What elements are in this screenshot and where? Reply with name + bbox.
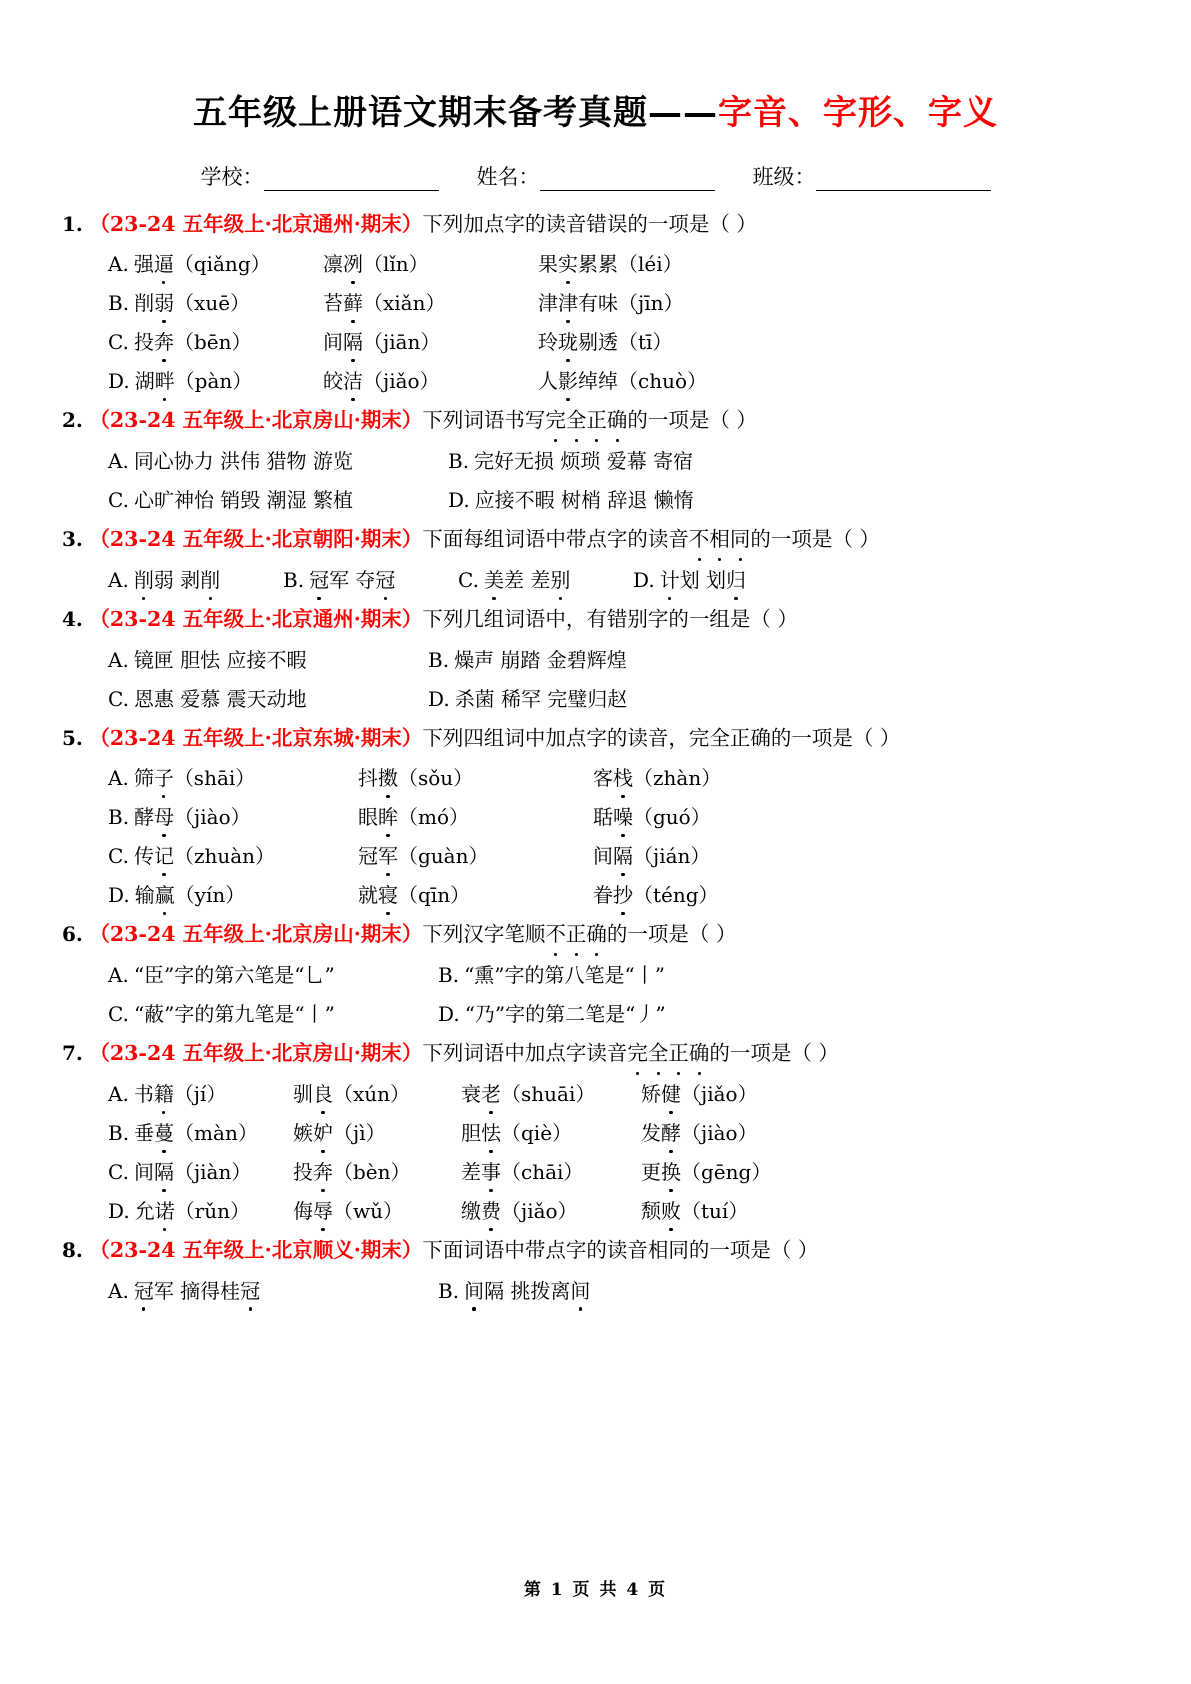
option-text: 嫉妒（jì） bbox=[293, 1118, 386, 1148]
question-2-options bbox=[62, 446, 1129, 515]
option-c[interactable] bbox=[108, 1157, 293, 1187]
option-label: D. bbox=[108, 1198, 130, 1223]
option-a[interactable] bbox=[108, 1079, 293, 1109]
question-4 bbox=[62, 604, 1129, 714]
option-b-item2 bbox=[293, 1118, 461, 1148]
option-text: 聒噪（guó） bbox=[593, 802, 711, 832]
option-c[interactable] bbox=[108, 999, 438, 1029]
option-text: 筛子（shāi） bbox=[134, 763, 255, 793]
option-a-item3 bbox=[593, 763, 843, 793]
option-label: A. bbox=[108, 963, 129, 988]
option-text: 就寝（qīn） bbox=[358, 880, 470, 910]
option-text: 客栈（zhàn） bbox=[593, 763, 721, 793]
option-row bbox=[108, 485, 1129, 515]
question-3-source: （23-24 五年级上·北京朝阳·期末） bbox=[89, 527, 423, 552]
option-c[interactable] bbox=[108, 327, 323, 357]
question-7-stem-post: 的一项是（ ） bbox=[709, 1041, 839, 1066]
option-row bbox=[108, 880, 1129, 910]
question-3-number: 3. bbox=[62, 527, 83, 552]
option-text: 果实累累（léi） bbox=[538, 249, 683, 279]
option-text: 间隔（jiān） bbox=[323, 327, 440, 357]
question-5 bbox=[62, 723, 1129, 911]
page-title-main: 五年级上册语文期末备考真题—— bbox=[193, 93, 718, 133]
option-text: 侮辱（wǔ） bbox=[293, 1196, 403, 1226]
option-text: “熏”字的第八笔是“丨” bbox=[464, 963, 665, 988]
option-label: B. bbox=[438, 963, 460, 988]
question-1 bbox=[62, 209, 1129, 397]
option-text: 计划 划归 bbox=[660, 565, 746, 595]
question-7-options bbox=[62, 1079, 1129, 1226]
option-c-item2 bbox=[293, 1157, 461, 1187]
option-label: A. bbox=[108, 252, 129, 277]
class-input-blank[interactable] bbox=[816, 170, 991, 191]
question-4-stem bbox=[62, 604, 1129, 636]
school-input-blank[interactable] bbox=[264, 170, 439, 191]
option-text: 酵母（jiào） bbox=[134, 802, 251, 832]
option-label: C. bbox=[108, 844, 129, 869]
option-text: 传记（zhuàn） bbox=[134, 841, 275, 871]
question-8-source: （23-24 五年级上·北京顺义·期末） bbox=[89, 1237, 423, 1262]
name-field bbox=[477, 161, 715, 191]
option-row bbox=[108, 366, 1129, 396]
option-d-item2 bbox=[358, 880, 593, 910]
option-row bbox=[108, 1157, 1129, 1187]
option-text: 人影绰绰（chuò） bbox=[538, 366, 707, 396]
option-text: 投奔（bèn） bbox=[293, 1157, 411, 1187]
option-text: 恩惠 爱慕 震天动地 bbox=[133, 686, 307, 711]
question-2-stem-pre: 下列词语书写 bbox=[422, 408, 546, 433]
question-1-stem-post: 加点字的读音错误的一项是（ ） bbox=[463, 211, 757, 236]
option-row bbox=[108, 960, 1129, 990]
option-b[interactable] bbox=[428, 645, 748, 675]
option-text: 强逼（qiǎng） bbox=[134, 249, 271, 279]
question-2 bbox=[62, 405, 1129, 515]
option-text: 更换（gēng） bbox=[641, 1157, 771, 1187]
option-text: 眼眸（mó） bbox=[358, 802, 469, 832]
option-a-item3 bbox=[538, 249, 798, 279]
option-text: 驯良（xún） bbox=[293, 1079, 410, 1109]
option-label: A. bbox=[108, 1278, 129, 1303]
option-a[interactable] bbox=[108, 645, 428, 675]
name-label: 姓名： bbox=[476, 164, 540, 189]
question-4-options bbox=[62, 645, 1129, 714]
question-1-stem bbox=[62, 209, 1129, 241]
question-7-stem-emphasis: 完全正确 bbox=[627, 1041, 709, 1065]
option-text: 镜匣 胆怯 应接不暇 bbox=[133, 647, 307, 672]
option-d[interactable] bbox=[438, 999, 768, 1029]
option-text: 削弱 剥削 bbox=[134, 565, 220, 595]
question-3-stem-pre: 下面每组词语中带点字的读音 bbox=[422, 527, 689, 552]
option-label: C. bbox=[108, 1159, 129, 1184]
option-text: 矫健（jiǎo） bbox=[641, 1079, 758, 1109]
question-1-options bbox=[62, 249, 1129, 396]
question-7-stem-pre: 下列词语中加点字读音 bbox=[422, 1041, 628, 1066]
question-5-number: 5. bbox=[62, 725, 83, 750]
option-text: 输赢（yín） bbox=[135, 880, 246, 910]
option-row bbox=[108, 684, 1129, 714]
option-label: C. bbox=[108, 1002, 129, 1027]
option-text: 冠军（guàn） bbox=[358, 841, 489, 871]
option-a[interactable] bbox=[108, 763, 358, 793]
option-text: 间隔 挑拨离间 bbox=[464, 1276, 590, 1306]
option-a-item4 bbox=[641, 1079, 831, 1109]
option-label: C. bbox=[108, 488, 129, 513]
option-d[interactable] bbox=[448, 485, 788, 515]
option-text: 书籍（jí） bbox=[134, 1079, 227, 1109]
option-b-item2 bbox=[323, 288, 538, 318]
option-label: D. bbox=[108, 883, 130, 908]
option-d-item3 bbox=[538, 366, 798, 396]
question-2-source: （23-24 五年级上·北京房山·期末） bbox=[89, 408, 423, 433]
option-c-item3 bbox=[538, 327, 798, 357]
question-3-stem bbox=[62, 524, 1129, 556]
option-text: 苔藓（xiǎn） bbox=[323, 288, 445, 318]
option-text: 抖擞（sǒu） bbox=[358, 763, 473, 793]
option-d[interactable] bbox=[428, 684, 748, 714]
question-6 bbox=[62, 919, 1129, 1029]
question-7-number: 7. bbox=[62, 1041, 83, 1066]
option-c[interactable] bbox=[108, 684, 428, 714]
option-d-item3 bbox=[461, 1196, 641, 1226]
option-text: 允诺（rǔn） bbox=[135, 1196, 250, 1226]
class-label: 班级： bbox=[752, 164, 816, 189]
option-text: 颓败（tuí） bbox=[641, 1196, 748, 1226]
option-row bbox=[108, 446, 1129, 476]
question-6-stem-pre: 下列汉字笔顺 bbox=[422, 922, 546, 947]
option-text: 皎洁（jiǎo） bbox=[323, 366, 440, 396]
page-footer: 第 1 页 共 4 页 bbox=[523, 1580, 668, 1600]
option-c[interactable] bbox=[458, 565, 633, 595]
option-d[interactable] bbox=[108, 1196, 293, 1226]
option-text: 心旷神怡 销毁 潮湿 繁植 bbox=[133, 488, 354, 513]
question-6-stem-emphasis: 不正确 bbox=[545, 922, 607, 946]
option-label: B. bbox=[428, 647, 450, 672]
option-a[interactable] bbox=[108, 960, 438, 990]
name-input-blank[interactable] bbox=[540, 170, 715, 191]
option-row bbox=[108, 841, 1129, 871]
option-d-item2 bbox=[293, 1196, 461, 1226]
question-8-options bbox=[62, 1276, 1129, 1306]
page-title-topic: 字音、字形、字义 bbox=[718, 93, 998, 133]
option-text: 间隔（jiàn） bbox=[134, 1157, 251, 1187]
question-4-source: （23-24 五年级上·北京通州·期末） bbox=[89, 606, 423, 631]
question-4-stem-text: 下列几组词语中，有错别字的一组是（ ） bbox=[422, 606, 798, 631]
option-text: 完好无损 烦琐 爱幕 寄宿 bbox=[474, 449, 694, 474]
option-text: 湖畔（pàn） bbox=[135, 366, 253, 396]
option-text: 眷抄（téng） bbox=[593, 880, 719, 910]
question-2-number: 2. bbox=[62, 408, 83, 433]
option-label: D. bbox=[438, 1002, 460, 1027]
option-label: D. bbox=[428, 686, 450, 711]
option-c[interactable] bbox=[108, 485, 448, 515]
option-b[interactable] bbox=[283, 565, 458, 595]
option-text: 冠军 摘得桂冠 bbox=[134, 1276, 260, 1306]
option-label: A. bbox=[108, 567, 129, 592]
option-row bbox=[108, 763, 1129, 793]
option-text: “蔽”字的第九笔是“丨” bbox=[133, 1002, 335, 1027]
option-a-item2 bbox=[323, 249, 538, 279]
option-c-item3 bbox=[593, 841, 843, 871]
option-text: 津津有味（jīn） bbox=[538, 288, 683, 318]
option-b[interactable] bbox=[438, 960, 768, 990]
option-label: A. bbox=[108, 449, 129, 474]
option-d-item2 bbox=[323, 366, 538, 396]
question-2-stem bbox=[62, 405, 1129, 437]
question-2-stem-emphasis: 完全正确 bbox=[545, 408, 627, 432]
question-4-number: 4. bbox=[62, 606, 83, 631]
question-8-stem-text: 下面词语中带点字的读音相同的一项是（ ） bbox=[422, 1237, 819, 1262]
option-label: D. bbox=[448, 488, 470, 513]
option-b[interactable] bbox=[448, 446, 788, 476]
option-d[interactable] bbox=[633, 565, 808, 595]
question-5-stem bbox=[62, 723, 1129, 755]
option-row bbox=[108, 1079, 1129, 1109]
school-label: 学校： bbox=[200, 164, 264, 189]
option-c-item3 bbox=[461, 1157, 641, 1187]
option-text: 同心协力 洪伟 猎物 游览 bbox=[133, 449, 353, 474]
option-text: 投奔（bēn） bbox=[134, 327, 252, 357]
option-label: D. bbox=[633, 567, 655, 592]
option-d-item3 bbox=[593, 880, 843, 910]
option-label: B. bbox=[438, 1278, 460, 1303]
question-6-stem-post: 的一项是（ ） bbox=[606, 922, 737, 947]
option-row bbox=[108, 1276, 1129, 1306]
question-7-stem bbox=[62, 1038, 1129, 1070]
question-3-stem-post: 的一项是（ ） bbox=[750, 527, 880, 552]
option-b-item3 bbox=[461, 1118, 641, 1148]
question-1-number: 1. bbox=[62, 211, 83, 236]
question-7 bbox=[62, 1038, 1129, 1226]
option-row bbox=[108, 249, 1129, 279]
option-row bbox=[108, 1196, 1129, 1226]
option-b[interactable] bbox=[108, 288, 323, 318]
option-label: B. bbox=[108, 1120, 130, 1145]
option-c-item2 bbox=[358, 841, 593, 871]
option-label: C. bbox=[108, 686, 129, 711]
option-a-item2 bbox=[293, 1079, 461, 1109]
option-text: 美差 差别 bbox=[484, 565, 570, 595]
option-label: B. bbox=[448, 449, 470, 474]
question-6-source: （23-24 五年级上·北京房山·期末） bbox=[89, 922, 423, 947]
option-label: C. bbox=[458, 567, 479, 592]
option-a[interactable] bbox=[108, 1276, 438, 1306]
option-row bbox=[108, 565, 1129, 595]
option-b-item3 bbox=[593, 802, 843, 832]
question-6-number: 6. bbox=[62, 922, 83, 947]
option-row bbox=[108, 288, 1129, 318]
question-7-source: （23-24 五年级上·北京房山·期末） bbox=[89, 1041, 423, 1066]
student-info-row bbox=[62, 161, 1129, 191]
option-text: 玲珑剔透（tī） bbox=[538, 327, 672, 357]
question-5-stem-text: 下列四组词中加点字的读音，完全正确的一项是（ ） bbox=[422, 725, 901, 750]
option-label: B. bbox=[283, 567, 305, 592]
option-text: 垂蔓（màn） bbox=[134, 1118, 258, 1148]
option-text: 冠军 夺冠 bbox=[309, 565, 395, 595]
question-3-options bbox=[62, 565, 1129, 595]
option-text: 缴费（jiǎo） bbox=[461, 1196, 578, 1226]
option-text: 间隔（jián） bbox=[593, 841, 710, 871]
option-b-item3 bbox=[538, 288, 798, 318]
option-text: 杀菌 稀罕 完璧归赵 bbox=[454, 686, 628, 711]
option-row bbox=[108, 802, 1129, 832]
option-row bbox=[108, 645, 1129, 675]
question-list bbox=[62, 209, 1129, 1306]
option-label: B. bbox=[108, 291, 130, 316]
page-title bbox=[62, 0, 1129, 135]
option-a[interactable] bbox=[108, 249, 323, 279]
option-b-item2 bbox=[358, 802, 593, 832]
option-d[interactable] bbox=[108, 880, 358, 910]
option-a[interactable] bbox=[108, 446, 448, 476]
question-6-options bbox=[62, 960, 1129, 1029]
option-label: A. bbox=[108, 647, 129, 672]
option-c-item4 bbox=[641, 1157, 831, 1187]
question-3 bbox=[62, 524, 1129, 595]
question-1-stem-pre: 下列 bbox=[422, 211, 464, 236]
option-b[interactable] bbox=[108, 1118, 293, 1148]
option-text: 凛冽（lǐn） bbox=[323, 249, 429, 279]
question-5-source: （23-24 五年级上·北京东城·期末） bbox=[89, 725, 423, 750]
option-row bbox=[108, 1118, 1129, 1148]
option-label: D. bbox=[108, 369, 130, 394]
option-text: 衰老（shuāi） bbox=[461, 1079, 595, 1109]
class-field bbox=[753, 161, 991, 191]
option-c-item2 bbox=[323, 327, 538, 357]
option-text: 削弱（xuē） bbox=[134, 288, 250, 318]
option-a[interactable] bbox=[108, 565, 283, 595]
option-d[interactable] bbox=[108, 366, 323, 396]
option-row bbox=[108, 999, 1129, 1029]
option-text: 发酵（jiào） bbox=[641, 1118, 758, 1148]
question-3-stem-emphasis: 不相同 bbox=[689, 527, 751, 551]
option-a-item3 bbox=[461, 1079, 641, 1109]
option-label: A. bbox=[108, 1081, 129, 1106]
option-text: 胆怯（qiè） bbox=[461, 1118, 572, 1148]
option-text: 燥声 崩踏 金碧辉煌 bbox=[454, 647, 627, 672]
option-text: 差事（chāi） bbox=[461, 1157, 583, 1187]
option-label: C. bbox=[108, 330, 129, 355]
question-1-source: （23-24 五年级上·北京通州·期末） bbox=[89, 211, 423, 236]
question-8 bbox=[62, 1235, 1129, 1306]
question-6-stem bbox=[62, 919, 1129, 951]
option-b[interactable] bbox=[108, 802, 358, 832]
school-field bbox=[201, 161, 439, 191]
question-5-options bbox=[62, 763, 1129, 910]
option-label: A. bbox=[108, 766, 129, 791]
question-8-stem bbox=[62, 1235, 1129, 1267]
question-8-number: 8. bbox=[62, 1237, 83, 1262]
option-text: 应接不暇 树梢 辞退 懒惰 bbox=[474, 488, 694, 513]
question-2-stem-post: 的一项是（ ） bbox=[627, 408, 757, 433]
option-text: “乃”字的第二笔是“丿” bbox=[464, 1002, 666, 1027]
option-d-item4 bbox=[641, 1196, 831, 1226]
option-a-item2 bbox=[358, 763, 593, 793]
option-text: “臣”字的第六笔是“乚” bbox=[133, 963, 335, 988]
option-b-item4 bbox=[641, 1118, 831, 1148]
option-b[interactable] bbox=[438, 1276, 768, 1306]
option-label: B. bbox=[108, 805, 130, 830]
option-row bbox=[108, 327, 1129, 357]
option-c[interactable] bbox=[108, 841, 358, 871]
